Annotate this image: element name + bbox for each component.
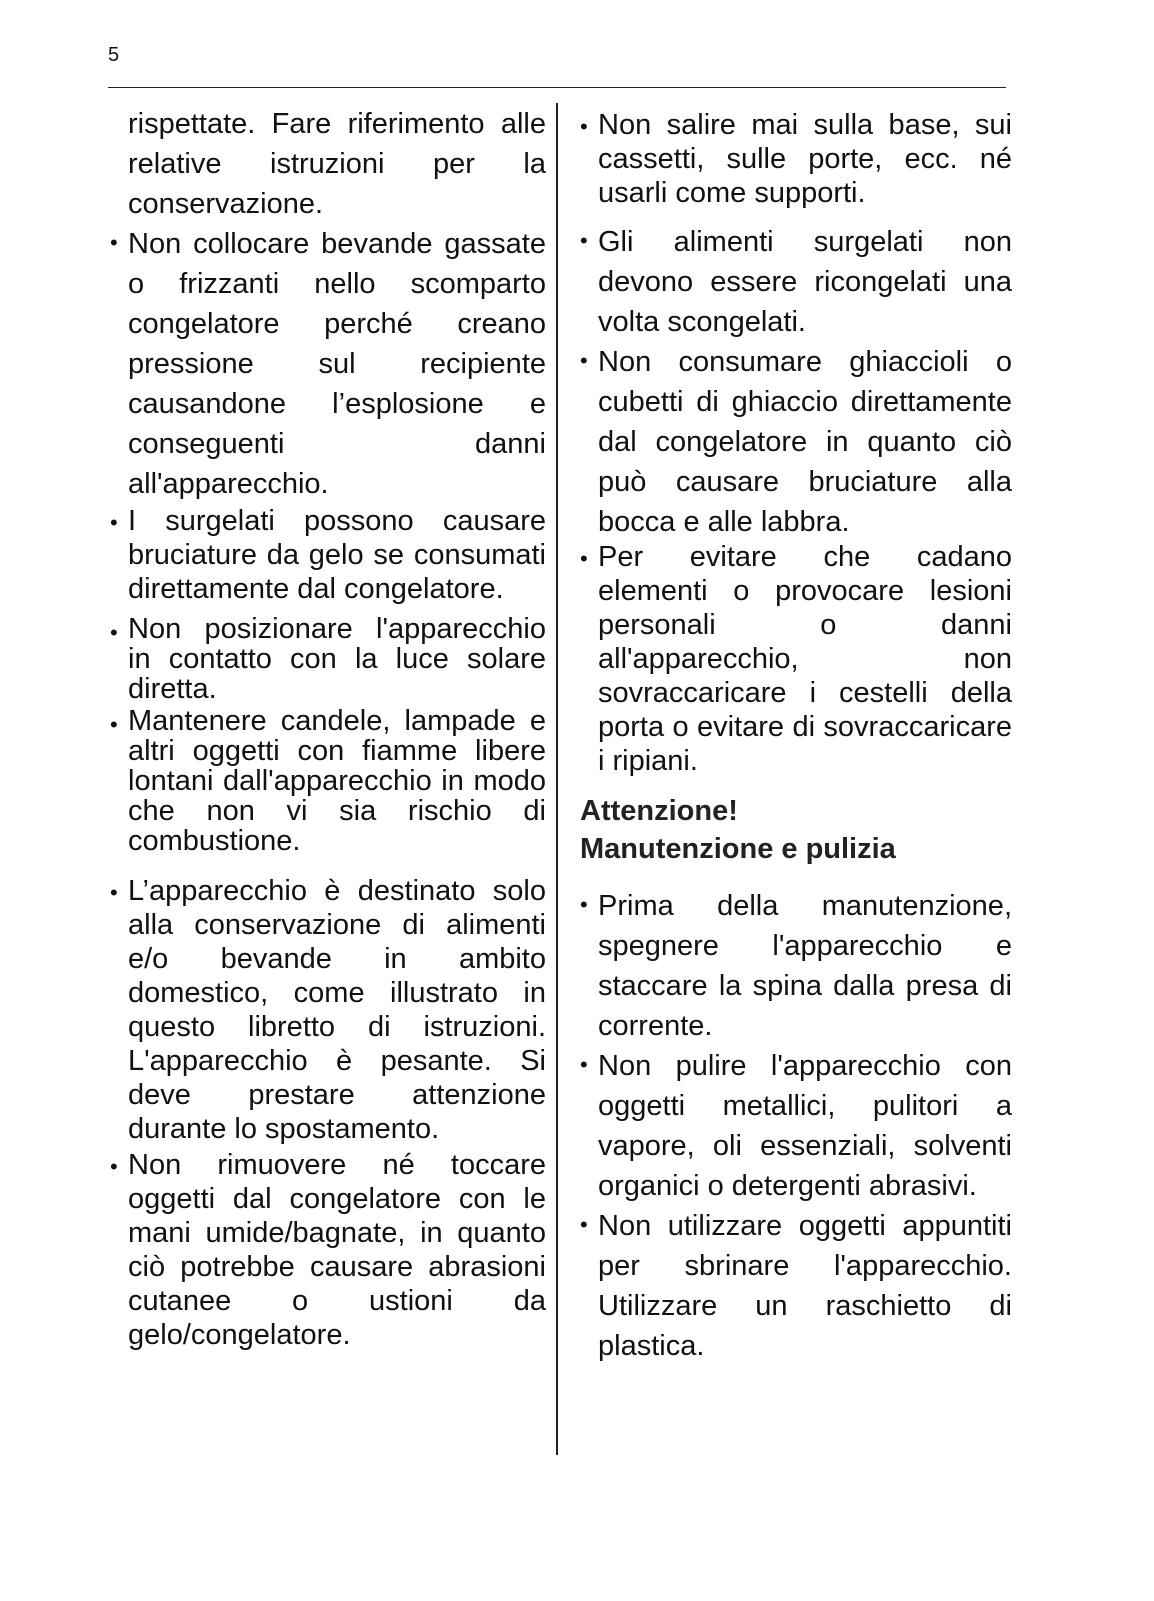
bullet-icon: • (110, 230, 118, 255)
page-number: 5 (108, 44, 120, 66)
bullet-icon: • (580, 228, 588, 253)
list-item (580, 222, 1012, 342)
list-item-text: L’apparecchio è destinato solo alla conservazione di alimenti e/o bevande in ambito domestico, come illustrato in questo libretto di istruzioni. L'apparecchio è pesante. Si deve prestare attenzione durante lo spostamento. (128, 875, 546, 1145)
bullet-icon: • (110, 620, 118, 645)
left-column (110, 104, 546, 1352)
list-item-text: Non posizionare l'apparecchio in contatto con la luce solare diretta. (128, 613, 546, 705)
bullet-icon: • (580, 348, 588, 373)
list-item (110, 224, 546, 504)
bullet-icon: • (580, 1052, 588, 1077)
bullet-icon: • (580, 1212, 588, 1237)
list-item (580, 540, 1012, 778)
list-item (580, 342, 1012, 542)
list-item (110, 706, 546, 856)
list-item-text: Prima della manutenzione, spegnere l'apparecchio e staccare la spina dalla presa di corrente. (598, 890, 1012, 1042)
bullet-icon: • (580, 546, 588, 571)
list-item-text: Gli alimenti surgelati non devono essere ricongelati una volta scongelati. (598, 226, 1012, 338)
list-item-text: rispettate. Fare riferimento alle relative istruzioni per la conservazione. (128, 108, 546, 220)
list-item-text: I surgelati possono causare bruciature da gelo se consumati direttamente dal congelatore. (128, 505, 546, 605)
list-item-text: Non collocare bevande gassate o frizzanti nello scomparto congelatore perché creano pressione sul recipiente causandone l’esplosione e conseguenti danni all'apparecchio. (128, 228, 546, 500)
list-item (580, 108, 1012, 210)
right-column (580, 104, 1012, 1366)
list-item (110, 104, 546, 224)
section-heading: Attenzione! (580, 795, 738, 827)
bullet-icon: • (110, 510, 118, 535)
list-item (580, 1206, 1012, 1366)
bullet-icon: • (110, 880, 118, 905)
list-item (110, 1148, 546, 1352)
list-item (580, 1046, 1012, 1206)
column-divider (556, 103, 558, 1455)
section-heading: Manutenzione e pulizia (580, 833, 896, 865)
list-item-text: Non rimuovere né toccare oggetti dal congelatore con le mani umide/bagnate, in quanto ciò potrebbe causare abrasioni cutanee o ustioni da gelo/congelatore. (128, 1149, 546, 1351)
list-item-text: Non pulire l'apparecchio con oggetti metallici, pulitori a vapore, oli essenziali, solventi organici o detergenti abrasivi. (598, 1050, 1012, 1202)
list-item (580, 886, 1012, 1046)
list-item (110, 874, 546, 1146)
bullet-icon: • (110, 1154, 118, 1179)
list-item (110, 614, 546, 704)
bullet-icon: • (110, 712, 118, 737)
header-rule (108, 87, 1006, 88)
list-item-text: Non consumare ghiaccioli o cubetti di ghiaccio direttamente dal congelatore in quanto ciò può causare bruciature alla bocca e alle labbra. (598, 346, 1012, 538)
list-item-text: Per evitare che cadano elementi o provocare lesioni personali o danni all'apparecchio, non sovraccaricare i cestelli della porta o evitare di sovraccaricare i ripiani. (598, 541, 1012, 777)
bullet-icon: • (580, 892, 588, 917)
bullet-icon: • (580, 114, 588, 139)
list-item-text: Mantenere candele, lampade e altri oggetti con fiamme libere lontani dall'apparecchio in modo che non vi sia rischio di combustione. (128, 705, 546, 857)
list-item (110, 504, 546, 606)
list-item-text: Non utilizzare oggetti appuntiti per sbrinare l'apparecchio. Utilizzare un raschietto di plastica. (598, 1210, 1012, 1362)
list-item-text: Non salire mai sulla base, sui cassetti, sulle porte, ecc. né usarli come supporti. (598, 109, 1012, 209)
